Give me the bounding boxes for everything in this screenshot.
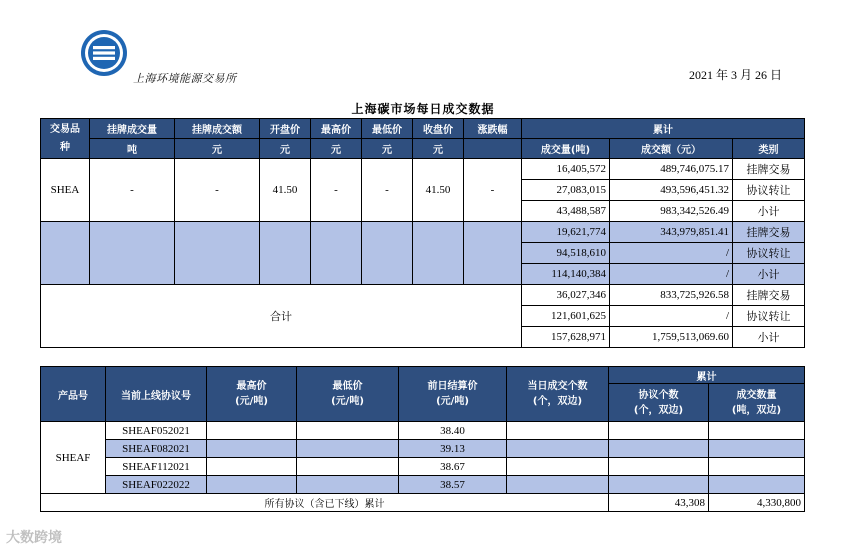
table-row (41, 476, 805, 494)
table-row (41, 458, 805, 476)
header-cumulative: 累计 (522, 119, 805, 139)
cum-amount: / (610, 306, 733, 327)
today-cell (507, 476, 609, 494)
cum-volume: 16,405,572 (522, 159, 610, 180)
header-low: 最低价 (362, 119, 413, 139)
cum-volume: 114,140,384 (522, 264, 610, 285)
shea-change: - (464, 159, 522, 222)
unit-listed-amount: 元 (175, 139, 260, 159)
unit-high: 元 (311, 139, 362, 159)
watermark: 大数跨境 (6, 530, 62, 546)
table-row (41, 159, 805, 180)
header-settle (399, 367, 507, 422)
shea-open: 41.50 (260, 159, 311, 222)
category: 挂牌交易 (733, 159, 805, 180)
table-row (41, 422, 805, 440)
cum-amount: 489,746,075.17 (610, 159, 733, 180)
header-variety: 交易品种 (41, 119, 90, 159)
blank-cell (260, 222, 311, 285)
total-label: 合计 (41, 285, 522, 348)
count-cell (609, 422, 709, 440)
blank-cell (362, 222, 413, 285)
unit-open: 元 (260, 139, 311, 159)
count-cell (609, 458, 709, 476)
header-today-unit: (个，双边) (532, 396, 583, 407)
high-cell (207, 440, 297, 458)
table-row (41, 222, 805, 243)
high-cell (207, 458, 297, 476)
cum-volume: 27,083,015 (522, 180, 610, 201)
header-cum-qty-label: 成交数量 (736, 389, 777, 401)
qty-cell (709, 440, 805, 458)
today-cell (507, 458, 609, 476)
category: 挂牌交易 (733, 285, 805, 306)
cum-volume: 43,488,587 (522, 201, 610, 222)
cum-amount: 493,596,451.32 (610, 180, 733, 201)
blank-cell (413, 222, 464, 285)
contract-id: SHEAF022022 (106, 476, 207, 494)
unit-close: 元 (413, 139, 464, 159)
blank-cell (311, 222, 362, 285)
header-high (207, 367, 297, 422)
header-low-label: 最低价 (332, 381, 363, 392)
low-cell (297, 458, 399, 476)
header-high-unit: (元/吨) (235, 396, 268, 407)
category: 协议转让 (733, 180, 805, 201)
report-date: 2021 年 3 月 26 日 (688, 68, 782, 82)
settle-price: 38.67 (399, 458, 507, 476)
shea-low: - (362, 159, 413, 222)
unit-cum-amount: 成交额（元） (610, 139, 733, 159)
count-cell (609, 476, 709, 494)
count-cell (609, 440, 709, 458)
high-cell (207, 422, 297, 440)
cum-volume: 36,027,346 (522, 285, 610, 306)
daily-trading-table (40, 118, 805, 348)
settle-price: 39.13 (399, 440, 507, 458)
futures-contract-table (40, 366, 805, 512)
unit-cum-volume: 成交量(吨) (522, 139, 610, 159)
header-listed-volume: 挂牌成交量 (90, 119, 175, 139)
exchange-logo-icon (80, 29, 128, 77)
header-today-label: 当日成交个数 (527, 381, 588, 392)
cum-amount: 983,342,526.49 (610, 201, 733, 222)
header-high-label: 最高价 (236, 381, 267, 392)
category: 协议转让 (733, 306, 805, 327)
page-title: 上海碳市场每日成交数据 (351, 102, 495, 116)
unit-low: 元 (362, 139, 413, 159)
blank-cell (175, 222, 260, 285)
qty-cell (709, 422, 805, 440)
product-sheaf: SHEAF (41, 422, 106, 494)
header-low (297, 367, 399, 422)
header-cumulative: 累计 (609, 367, 805, 384)
shea-listed-volume: - (90, 159, 175, 222)
header-cum-count (609, 384, 709, 422)
cum-volume: 157,628,971 (522, 327, 610, 348)
today-cell (507, 422, 609, 440)
settle-price: 38.57 (399, 476, 507, 494)
qty-cell (709, 458, 805, 476)
cum-amount: 833,725,926.58 (610, 285, 733, 306)
category: 协议转让 (733, 243, 805, 264)
shea-listed-amount: - (175, 159, 260, 222)
header-high: 最高价 (311, 119, 362, 139)
header-open: 开盘价 (260, 119, 311, 139)
variety-shea: SHEA (41, 159, 90, 222)
header-product: 产品号 (41, 367, 106, 422)
header-cum-qty-unit: (吨，双边) (731, 404, 782, 416)
header-cum-count-label: 协议个数 (638, 389, 679, 401)
unit-category: 类别 (733, 139, 805, 159)
shea-high: - (311, 159, 362, 222)
variety-blank (41, 222, 90, 285)
cum-amount: 1,759,513,069.60 (610, 327, 733, 348)
header-cum-qty (709, 384, 805, 422)
low-cell (297, 422, 399, 440)
header-settle-label: 前日结算价 (427, 381, 478, 392)
category: 小计 (733, 201, 805, 222)
header-low-unit: (元/吨) (331, 396, 364, 407)
table-row (41, 285, 805, 306)
cum-amount: 343,979,851.41 (610, 222, 733, 243)
unit-change (464, 139, 522, 159)
brand-name: 上海环境能源交易所 (133, 72, 237, 85)
today-cell (507, 440, 609, 458)
contract-id: SHEAF112021 (106, 458, 207, 476)
settle-price: 38.40 (399, 422, 507, 440)
header-contract: 当前上线协议号 (106, 367, 207, 422)
footer-label: 所有协议（含已下线）累计 (41, 494, 609, 512)
cum-volume: 94,518,610 (522, 243, 610, 264)
blank-cell (90, 222, 175, 285)
cum-amount: / (610, 264, 733, 285)
category: 挂牌交易 (733, 222, 805, 243)
header-change: 涨跌幅 (464, 119, 522, 139)
blank-cell (464, 222, 522, 285)
contract-id: SHEAF082021 (106, 440, 207, 458)
header-today (507, 367, 609, 422)
high-cell (207, 476, 297, 494)
category: 小计 (733, 327, 805, 348)
cum-amount: / (610, 243, 733, 264)
shea-close: 41.50 (413, 159, 464, 222)
header-listed-amount: 挂牌成交额 (175, 119, 260, 139)
qty-cell (709, 476, 805, 494)
footer-count: 43,308 (609, 494, 709, 512)
cum-volume: 19,621,774 (522, 222, 610, 243)
category: 小计 (733, 264, 805, 285)
table-footer-row (41, 494, 805, 512)
cum-volume: 121,601,625 (522, 306, 610, 327)
header-close: 收盘价 (413, 119, 464, 139)
low-cell (297, 440, 399, 458)
table-row (41, 440, 805, 458)
header-cum-count-unit: (个，双边) (633, 404, 684, 416)
header-settle-unit: (元/吨) (436, 396, 469, 407)
low-cell (297, 476, 399, 494)
footer-qty: 4,330,800 (709, 494, 805, 512)
unit-listed-volume: 吨 (90, 139, 175, 159)
contract-id: SHEAF052021 (106, 422, 207, 440)
